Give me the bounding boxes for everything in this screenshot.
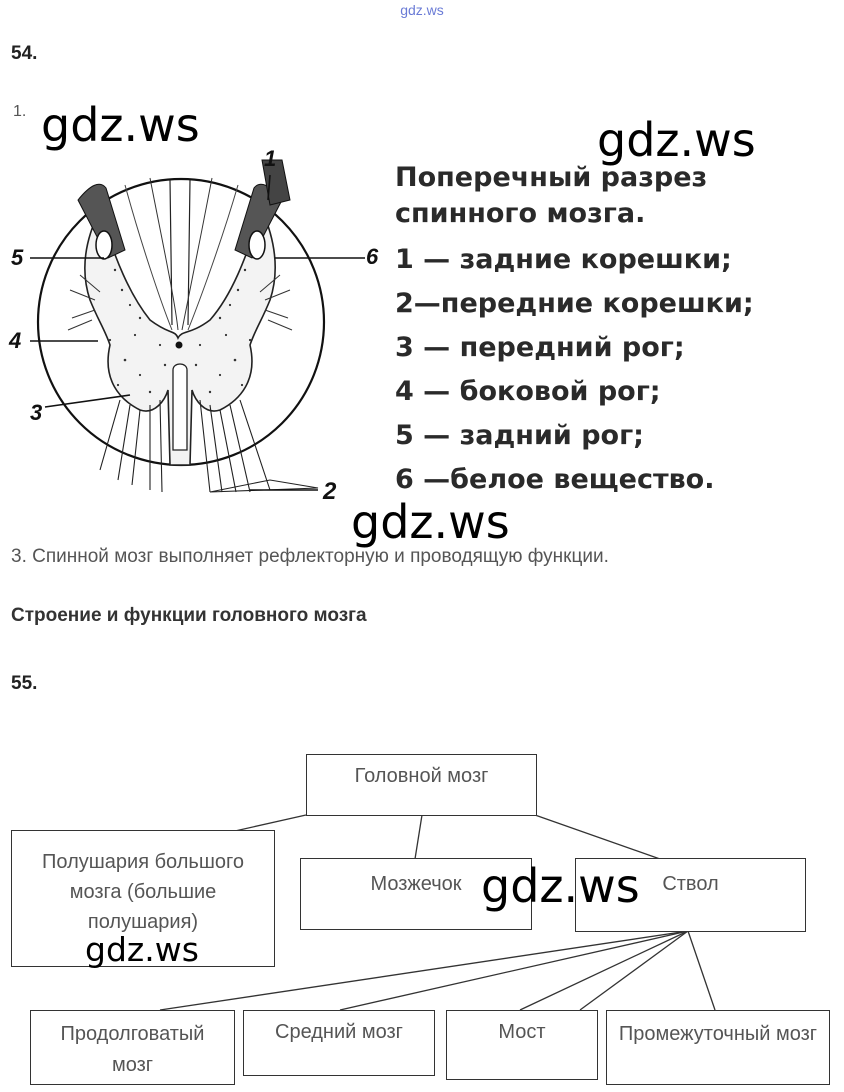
figure-label-1: 1 (264, 146, 277, 171)
task-54-answer: 3. Спинной мозг выполняет рефлекторную и проводящую функции. (11, 546, 609, 567)
legend-item-2: 2—передние корешки; (395, 288, 754, 319)
diagram-box-pons-label: Мост (498, 1021, 546, 1043)
diagram-box-cerebellum-label: Мозжечок (370, 873, 462, 895)
legend-title-line2: спинного мозга. (395, 198, 646, 229)
watermark: gdz.ws (41, 98, 200, 152)
diagram-box-pons (446, 1010, 598, 1080)
task-54-subnumber: 1. (13, 103, 27, 120)
site-label[interactable]: gdz.ws (400, 2, 444, 18)
diagram-box-hemispheres-label: Полушария большого мозга (большие полушария) (42, 851, 244, 933)
watermark: gdz.ws (597, 113, 756, 167)
diagram-box-midbrain (243, 1010, 435, 1076)
legend-item-6: 6 —белое вещество. (395, 464, 715, 495)
task-54-number: 54. (11, 43, 38, 64)
legend-title-line1: Поперечный разрез (395, 162, 708, 193)
figure-label-6: 6 (366, 244, 379, 269)
diagram-box-medulla-label: Продолговатый мозг (60, 1023, 205, 1076)
figure-label-5: 5 (11, 245, 24, 270)
section-title: Строение и функции головного мозга (11, 605, 367, 626)
legend-item-5: 5 — задний рог; (395, 420, 644, 451)
figure-label-3: 3 (30, 400, 43, 425)
watermark: gdz.ws (351, 495, 510, 549)
diagram-box-brain (306, 754, 537, 816)
legend-item-1: 1 — задние корешки; (395, 244, 732, 275)
diagram-box-diencephalon (606, 1010, 830, 1085)
figure-label-2: 2 (323, 478, 337, 505)
legend-item-4: 4 — боковой рог; (395, 376, 661, 407)
watermark: gdz.ws (481, 859, 640, 913)
task-55-number: 55. (11, 673, 38, 694)
diagram-box-stem-label: Ствол (662, 873, 719, 895)
diagram-box-midbrain-label: Средний мозг (275, 1021, 403, 1043)
watermark: gdz.ws (85, 930, 199, 969)
figure-label-4: 4 (9, 328, 22, 353)
diagram-box-diencephalon-label: Промежуточный мозг (618, 1023, 818, 1045)
diagram-box-brain-label: Головной мозг (354, 765, 489, 787)
legend-item-3: 3 — передний рог; (395, 332, 685, 363)
diagram-box-medulla (30, 1010, 235, 1085)
